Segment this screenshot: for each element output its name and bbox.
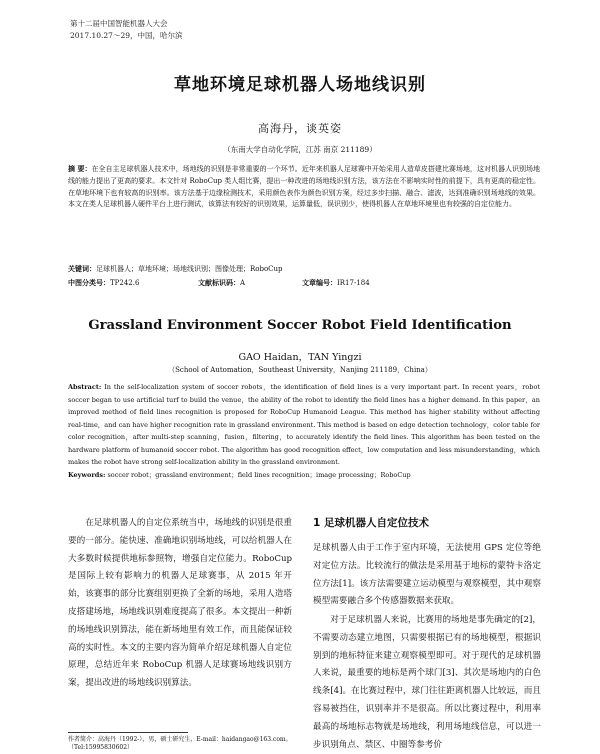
abstract-en-text: In the self-localization system of soccer robots，the identification of field lines is a very important part. In recent years，robot soccer began to use artificial turf to build the venue，the ability of the robot to identify the field lines has a higher demand. In this paper，an improved method of field lines recognition is proposed for RoboCup Humanoid League. This method has higher stability without affecting real-time，and can have higher recognition rate in grassland environment. This method is based on edge detection technology，color table for color recognition，after multi-step scanning，fusion，filtering，to accurately identify the field lines. This algorithm has been tested on the hardware platform of humanoid soccer robot. The algorithm has good recognition effect，low computation and less misunderstanding，which makes the robot have strong self-localization ability in the grassland environment. [68, 383, 540, 466]
doc-code-value: A [240, 279, 246, 287]
footnote-rule [68, 732, 188, 733]
footnote-bio: 作者简介：高海丹（1992-），男，硕士研究生，E-mail：haidangao@163.com。 [68, 736, 292, 743]
clc-number [68, 278, 139, 288]
clc-value: TP242.6 [110, 279, 140, 287]
authors-cn: 高海丹，谈英姿 [258, 122, 342, 135]
affiliation-en: （School of Automation，Southeast University，Nanjing 211189，China） [168, 366, 432, 374]
abstract-en-label: Abstract: [68, 383, 102, 391]
section-1-paragraph-1: 足球机器人由于工作于室内环境，无法使用 GPS 定位等绝对定位方法。比较流行的做法是采用基于地标的蒙特卡洛定位方法[1]。该方法需要建立运动模型与观察模型，其中观察模型需要融合多个传感器数据来获取。 [313, 543, 541, 607]
doc-code-label: 文献标识码： [198, 279, 240, 287]
abstract-cn-label: 摘 要： [68, 165, 92, 173]
abstract-cn-text: 在全自主足球机器人技术中，场地线的识别是非常重要的一个环节。近年来机器人足球赛中开始采用人造草皮搭建比赛场地，这对机器人识别场地线的能力提出了更高的要求。本文针对 RoboCup 类人组比赛，提出一种改进的场地线识别方法，该方法在不影响实时性的前提下，具有更高的稳定性。在草地环境下也有较高的识别率。该方法基于边缘检测技术，采用颜色表作为颜色识别方案，经过多步扫描、融合、滤波，达到准确识别场地线的效果。本文在类人足球机器人硬件平台上进行测试，该算法有较好的识别效果，运算量低，误识别少，使得机器人在草地环境里也有较强的自定位能力。 [68, 165, 541, 209]
affiliation-cn: （东南大学自动化学院，江苏 南京 211189） [223, 145, 377, 154]
footnote-tel: （Tel:15995830602） [68, 744, 134, 751]
abstract-cn [68, 164, 540, 211]
keywords-cn-text: 足球机器人；草地环境；场地线识别；图像处理；RoboCup [96, 265, 283, 273]
abstract-en [68, 381, 540, 481]
keywords-cn-label: 关键词： [68, 265, 96, 273]
paper-title-cn: 草地环境足球机器人场地线识别 [174, 75, 426, 95]
authors-en: GAO Haidan，TAN Yingzi [238, 352, 362, 363]
clc-label: 中图分类号： [68, 279, 110, 287]
conference-name: 第十二届中国智能机器人大会 [70, 19, 168, 28]
keywords-cn [68, 264, 540, 276]
article-no-label: 文章编号： [302, 279, 337, 287]
paper-title-en: Grassland Environment Soccer Robot Field Identification [88, 318, 512, 333]
intro-paragraph: 在足球机器人的自定位系统当中，场地线的识别是很重要的一部分。能快速、准确地识别场地线，可以给机器人在大多数时候提供地标参照物，增强自定位能力。RoboCup 是国际上较有影响力的机器人足球赛事，从 2015 年开始，该赛事的部分比赛组别更换了全新的场地，采用人造塔皮搭建场地，场地线识别难度提高了很多。本文提出一种新的场地线识别算法，能在新场地里有效工作，而且能保证较高的实时性。本文的主要内容为简单介绍足球机器人自定位原理，总结近年来 RoboCup 机器人足球赛场地线识别方案，提出改进的场地线识别算法。 [68, 518, 292, 689]
document-code [198, 278, 245, 288]
keywords-en-text: soccer robot；grassland environment；field lines recognition；image processing；RoboCup [107, 470, 411, 479]
section-1-heading: 1 足球机器人自定位技术 [313, 517, 429, 529]
conference-date-place: 2017.10.27～29，中国，哈尔滨 [70, 31, 183, 40]
article-number [302, 278, 370, 288]
article-no-value: IR17-184 [337, 279, 370, 287]
keywords-en-label: Keywords: [68, 470, 106, 479]
section-1-paragraph-2: 对于足球机器人来说，比赛用的场地是事先确定的[2]，不需要动态建立地图，只需要根据已有的场地模型，根据识别到的地标特征来建立观察模型即可。对于现代的足球机器人来说，最重要的地标是两个球门[3]、其次是场地内的白色线条[4]。在比赛过程中，球门往往距离机器人比较远，而且容易被挡住，识别率并不是很高。所以比赛过程中，利用率最高的场地标志物就是场地线，利用场地线信息，可以进一步识别角点、禁区、中圈等参考价 [313, 615, 541, 750]
